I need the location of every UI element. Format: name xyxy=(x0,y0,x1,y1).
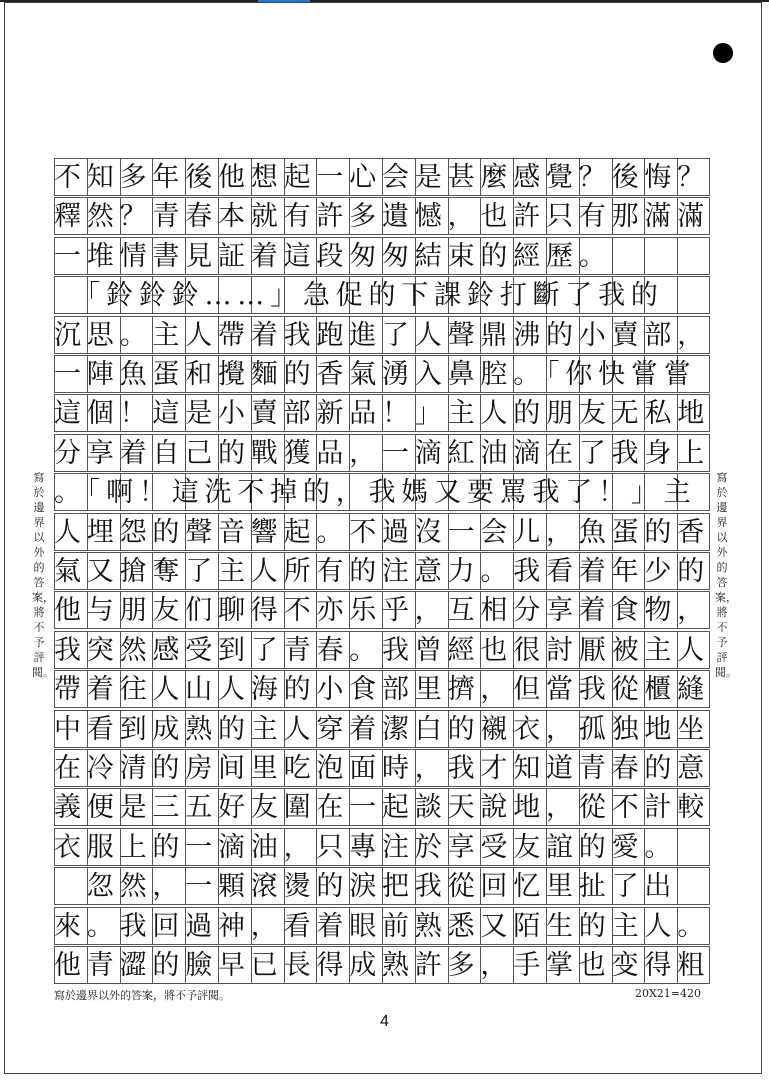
grid-row xyxy=(54,670,710,709)
left-margin-note: 寫於邊界以外的答案，將不予評閱。 xyxy=(32,471,54,679)
handwritten-line: 衣服上的一滴油，只專注於享受友誼的愛。 xyxy=(54,831,678,863)
page-number: 4 xyxy=(380,1013,389,1030)
handwritten-line: 人埋怨的聲音響起。不過沒一会儿，魚蛋的香 xyxy=(54,516,710,548)
handwritten-line: 他青澀的臉早已長得成熟許多，手掌也变得粗 xyxy=(54,950,710,981)
grid-row xyxy=(54,907,710,946)
handwritten-line: 一陣魚蛋和攪麵的香氣湧入鼻腔。「你快嘗嘗 xyxy=(54,359,697,390)
footer-warning: 寫於邊界以外的答案，將不予評閱。 xyxy=(54,989,230,1002)
grid-row xyxy=(54,788,710,827)
handwritten-line: 分享着自己的戰獲品，一滴紅油滴在了我身上 xyxy=(54,437,710,469)
handwritten-line: 義便是三五好友圍在一起談天說地，從不計較 xyxy=(54,792,710,824)
handwritten-line: 。「啊！這洗不掉的，我媽又要罵我了！」主 xyxy=(54,477,697,509)
handwritten-line: 「鈴鈴鈴……」急促的下課鈴打斷了我的 xyxy=(54,280,664,312)
grid-row xyxy=(54,552,710,591)
grid-row xyxy=(54,158,710,197)
handwritten-line: 他与朋友们聊得不亦乐乎，互相分享着食物， xyxy=(54,595,710,627)
handwritten-line: 氣又搶奪了主人所有的注意力。我看着年少的 xyxy=(54,556,710,587)
handwritten-line: 一堆情書見証着這段匆匆結束的經歷。 xyxy=(54,240,612,272)
grid-row xyxy=(54,316,710,355)
grid-row xyxy=(54,828,710,867)
grid-row xyxy=(54,434,710,473)
handwritten-line: 中看到成熟的主人穿着潔白的襯衣，孤独地坐 xyxy=(54,713,710,745)
handwritten-line: 忽然，一顆滾燙的淚把我從回忆里扯了出 xyxy=(54,871,678,903)
handwritten-line: 不知多年後他想起一心会是甚麼感覺？後悔？ xyxy=(54,162,710,193)
grid-row xyxy=(54,237,710,276)
grid-count-label: 20X21=420 xyxy=(634,987,701,1000)
handwritten-line: 我突然感受到了青春。我曾經也很討厭被主人 xyxy=(54,634,710,666)
grid-row xyxy=(54,710,710,749)
handwritten-line: 來。我回過神，看着眼前熟悉又陌生的主人。 xyxy=(54,910,710,942)
grid-row xyxy=(54,867,710,906)
right-margin-note: 寫於邊界以外的答案，將不予評閱。 xyxy=(715,471,737,679)
grid-row xyxy=(54,631,710,670)
grid-row xyxy=(54,473,710,512)
handwritten-line: 沉思。主人帶着我跑進了人聲鼎沸的小賣部， xyxy=(54,319,710,351)
grid-row xyxy=(54,591,710,630)
handwritten-line: 帶着往人山人海的小食部里擠，但當我從櫃縫 xyxy=(54,674,710,706)
grid-row xyxy=(54,513,710,552)
grid-row xyxy=(54,355,710,394)
handwritten-line: 在冷清的房间里吃泡面時，我才知道青春的意 xyxy=(54,753,710,784)
grid-row xyxy=(54,749,710,788)
grid-row xyxy=(54,197,710,236)
grid-row xyxy=(54,276,710,315)
grid-row xyxy=(54,394,710,433)
registration-mark xyxy=(713,43,733,63)
writing-grid xyxy=(54,158,710,985)
handwritten-line: 這個！這是小賣部新品！」主人的朋友无私地 xyxy=(54,398,710,430)
grid-row xyxy=(54,946,710,985)
handwritten-line: 釋然？青春本就有許多遺憾，也許只有那滿滿 xyxy=(54,201,710,233)
